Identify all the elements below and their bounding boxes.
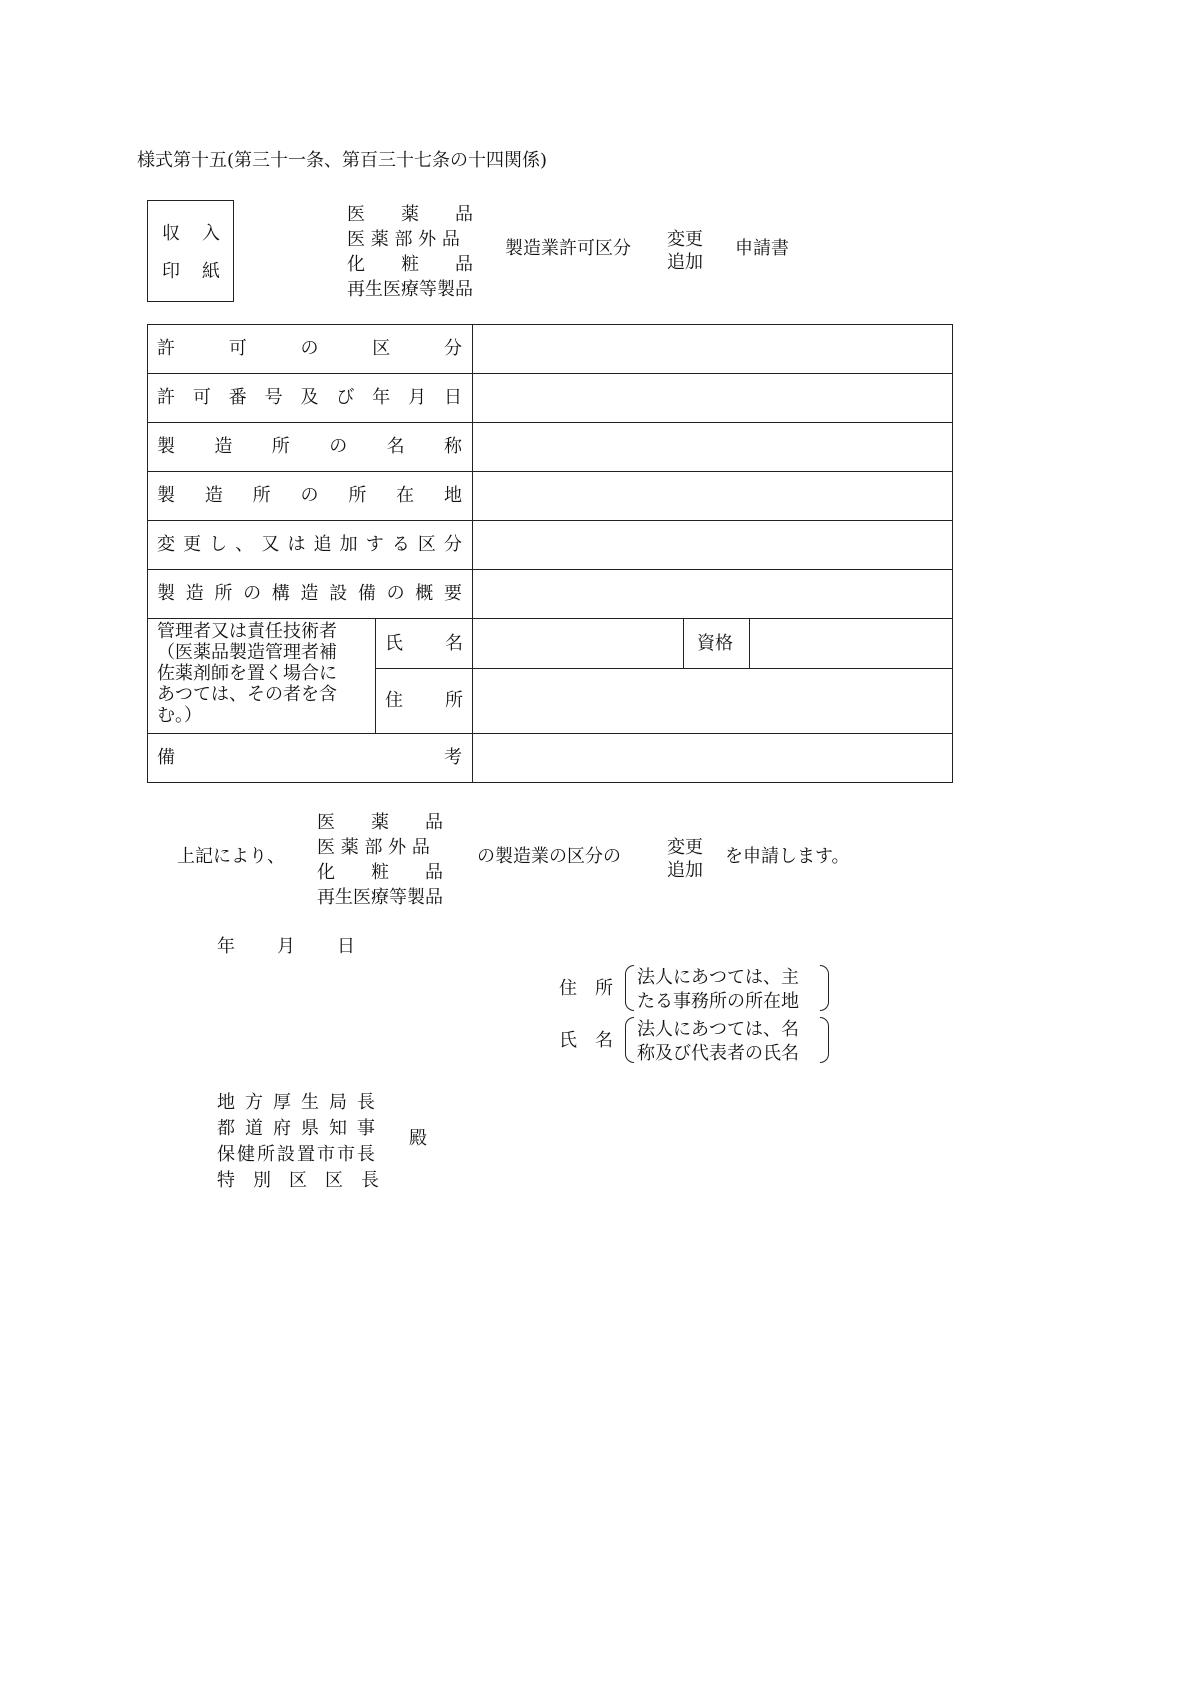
statement-suffix: を申請します。 xyxy=(725,846,850,867)
category: 化 粧 品 xyxy=(317,862,443,883)
row-label-facility-address: 製 造 所 の 所 在 地 xyxy=(157,485,462,506)
row-label-change-category: 変 更 し 、 又 は 追 加 す る 区 分 xyxy=(157,534,462,555)
revenue-stamp-box xyxy=(147,200,234,302)
value-permit-number-date[interactable] xyxy=(477,389,947,429)
row-label-facility-name: 製 造 所 の 名 称 xyxy=(157,436,462,457)
category: 再生医療等製品 xyxy=(347,279,473,300)
recipient: 地 方 厚 生 局 長 xyxy=(217,1092,375,1113)
text-line: あつては、その者を含 xyxy=(157,684,337,705)
text-line: 佐薬剤師を置く場合に xyxy=(157,663,337,684)
stamp-char: 収 xyxy=(162,223,180,244)
date-day: 日 xyxy=(337,936,355,957)
row-label-facility-structure: 製 造 所 の 構 造 設 備 の 概 要 xyxy=(157,583,462,604)
form-title: 様式第十五(第三十一条、第百三十七条の十四関係) xyxy=(137,150,548,171)
statement-middle: の製造業の区分の xyxy=(477,846,621,867)
char: 名 xyxy=(445,633,463,654)
applicant-address-label: 住 所 xyxy=(559,978,613,999)
stamp-char: 紙 xyxy=(202,261,220,282)
form-sheet xyxy=(137,150,953,1190)
recipient: 保健所設置市市長 xyxy=(217,1144,375,1165)
char: 住 xyxy=(385,690,403,711)
honorific: 殿 xyxy=(409,1128,427,1149)
text-line: （医薬品製造管理者補 xyxy=(157,642,337,663)
statement-prefix: 上記により、 xyxy=(177,846,285,867)
value-permit-category[interactable] xyxy=(477,340,947,380)
text-line: 法人にあつては、名 xyxy=(637,1019,799,1040)
applicant-name-note xyxy=(637,1018,799,1066)
value-facility-address[interactable] xyxy=(477,487,947,527)
recipient-list xyxy=(217,1090,379,1194)
category: 医 薬 部 外 品 xyxy=(347,229,460,250)
char: 考 xyxy=(444,747,462,768)
category: 医 薬 品 xyxy=(347,204,473,225)
option: 追加 xyxy=(667,252,703,273)
text-line: 管理者又は責任技術者 xyxy=(157,621,337,642)
row-label-permit-category: 許 可 の 区 分 xyxy=(157,338,462,359)
text-line: たる事務所の所在地 xyxy=(637,991,799,1012)
stamp-char: 印 xyxy=(162,261,180,282)
applicant-address-note xyxy=(637,966,799,1014)
name-label xyxy=(385,635,463,653)
statement-change-options xyxy=(667,836,703,882)
value-facility-structure[interactable] xyxy=(477,585,947,625)
address-label xyxy=(385,692,463,710)
manager-label xyxy=(157,621,337,726)
stamp-char: 入 xyxy=(202,223,220,244)
recipient: 都 道 府 県 知 事 xyxy=(217,1118,375,1139)
applicant-name-label: 氏 名 xyxy=(559,1030,613,1051)
value-change-category[interactable] xyxy=(477,536,947,576)
value-facility-name[interactable] xyxy=(477,438,947,478)
char: 氏 xyxy=(385,633,403,654)
category: 再生医療等製品 xyxy=(317,887,443,908)
category: 化 粧 品 xyxy=(347,254,473,275)
category: 医 薬 部 外 品 xyxy=(317,837,430,858)
remarks-label xyxy=(157,749,462,767)
text-line: 称及び代表者の氏名 xyxy=(637,1043,799,1064)
statement-categories xyxy=(317,810,443,910)
date-month: 月 xyxy=(277,936,295,957)
char: 所 xyxy=(445,690,463,711)
recipient: 特 別 区 区 長 xyxy=(217,1170,379,1191)
permit-label: 製造業許可区分 xyxy=(505,238,631,259)
text-line: む。） xyxy=(157,705,202,726)
category: 医 薬 品 xyxy=(317,812,443,833)
qualification-label: 資格 xyxy=(697,633,733,654)
application-suffix: 申請書 xyxy=(735,238,789,259)
date-year: 年 xyxy=(217,936,235,957)
option: 追加 xyxy=(667,860,703,881)
change-options xyxy=(667,228,703,274)
text-line: 法人にあつては、主 xyxy=(637,967,799,988)
header-categories xyxy=(347,202,473,302)
option: 変更 xyxy=(667,837,703,858)
char: 備 xyxy=(157,747,175,768)
row-label-permit-number-date: 許 可 番 号 及 び 年 月 日 xyxy=(157,387,462,408)
option: 変更 xyxy=(667,229,703,250)
